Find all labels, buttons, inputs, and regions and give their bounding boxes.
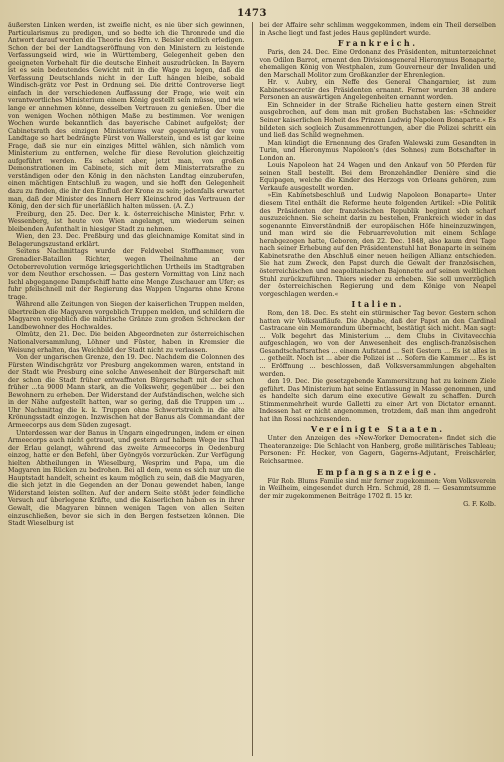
page-number: 1473 xyxy=(237,8,267,19)
article-paragraph: den 19. Dec. Die gesetzgebende Kammersitzung hat zu keinem Ziele geführt. Das Ministerium hat seine Entlassung in Masse genommen, und es handelte sich darum eine executive Gewalt zu schaffen. Durch Stimmenmehrheit wurde Galletti zu einer Art von Dictator ernannt. Indessen hat er nicht angenommen, trotzdem, daß man ihm angedroht hat ihn Rossi nachzusenden. xyxy=(259,378,496,423)
article-paragraph: Seitens Nachmittags wurde der Feldwebel Stoffhammer, vom Grenadier-Bataillon Richter, wegen Theilnahme an der Octoberrevolution vermöge kriegsgerichtlichen Urtheils im Stadtgraben vor dem Neuthor erschossen. — Das gestern Vormittag von Linz nach Ischl abgegangene Dampfschiff hatte eine Menge Zuschauer am Ufer; es fuhr pfeilschnell mit der Regierung das Wappen Ungarns ohne Krone trage. xyxy=(8,248,245,301)
article-olmuetz: Olmütz, den 21. Dec. Die beiden Abgeordneten zur österreichischen Nationalversammlung, Löhner und Füster, haben in Kremsier die Weisung erhalten, das Weichbild der Stadt nicht zu verlassen. xyxy=(8,331,245,354)
article-paragraph: Unterdessen war der Banus in Ungarn eingedrungen, indem er einen Armeecorps auch nicht getrauet, und gestern auf halbem Wege ins Thal der Erlau gelangt, während das zweite Armeecorps in Oedenburg einzog, hatte er den Befehl, über Gyöngyös vorzurücken. Zur Verfügung hielten Abtheilungen in Wieselburg, Wesprim und Papa, um die Magyaren im Rücken zu bedrohen. Bei all dem, wenn es sich nur um die Hauptstadt handelt, scheint es kaum möglich zu sein, daß die Magyaren, die sich jetzt in die Gegenden an der Donau gewendet haben, lange Widerstand leisten sollten. Auf der andern Seite stößt jeder feindliche Versuch auf überlegene Kräfte, und die Kaiserlichen haben es in ihrer Gewalt, die Magyaren binnen wenigen Tagen von allen Seiten einzuschließen, bevor sie sich in den Bergen festsetzen können. Die Stadt Wieselburg ist xyxy=(8,429,245,528)
article-paragraph: Für Rob. Blums Familie sind mir ferner zugekommen: Vom Volksverein in Weilheim, eingesendet durch Hrn. Schmid, 28 fl. — Gesammtsumme der mir zugekommenen Beiträge 1702 fl. 15 kr. xyxy=(259,477,496,500)
article-paragraph: Während alle Zeitungen von Siegen der kaiserlichen Truppen melden, übertreiben die Magyaren vorgeblich Truppen melden, und schildern die Magyaren vorgeblich die mährische Gränze zum großen Schrecken der Landbewohner des Hochwaldes. xyxy=(8,301,245,331)
article-paragraph: Louis Napoleon hat 24 Wagen und den Ankauf von 50 Pferden für seinen Stall bestellt. Bei dem Bronzehändler Denière sind die Equipagen, welche die Kinder des Herzogs von Orleans gehören, zum Verkaufe ausgestellt worden. xyxy=(259,162,496,192)
article-paragraph: bei der Affaire sehr schlimm weggekommen, indem ein Theil derselben in Asche liegt und fast jedes Haus geplündert wurde. xyxy=(259,22,496,37)
columns xyxy=(8,22,496,760)
section-title-frankreich: Frankreich. xyxy=(337,38,418,49)
right-column xyxy=(252,22,496,760)
article-paragraph: äußersten Linken werden, ist zweifle nicht, es nie über sich gewinnen, Particularismus zu predigen, und so bedte ich die Thronrede und die Antwort darauf werden die Theorie des Hrn. v. Beisler endlich erledigen. Schon der bei der Landtagseröffnung von den Ministern zu leistende Verfassungseid wird, wie in Württemberg, Gelegenheit geben den geeigneten Vorbehalt für die deutsche Einheit auszudrücken. In Bayern ist es sein bedeutendes Gewicht mit in die Wage zu legen, daß die Verfassung Deutschlands nicht in der Luft hängen bleibe, sobald Windisch-grätz vor Pest in Ordnung sei. Die dritte Controverse liegt einfach in der verschiedenen Auffassung der Frage, wie weit ein verantwortliches Ministerium einem König gestellt sein müsse, und wie lange er annehmen könne, desselben Vertrauen zu genießen. Über die von wenigen Wochen nöthigen Maße zu bestimmen. Vor wenigen Wochen wurde bekanntlich das bayerische Cabinet aufgelöst; der Cabinetsrath des einzigen Ministeriums war gegenwärtig der vom Landtage so hart bedrängte Fürst von Wallerstein, und es ist gar keine Frage, daß sie nur ein einziges Mittel wählen, sich nämlich vom Ministerium zu entfernen, welche für diese Revolution gleichzeitig aufgeführt werden. Es scheint aber, jetzt man, von großen Demonstrationen im Cabinete, sich mit dem Ministerratsrathe zu verständigen oder den König in den nächsten Landtag einzuberufen, einen mächtigen Entschluß zu wagen, und sie hofft den Gelegenheit dazu zu finden, die ihr den Einfluß der Krone zu sein; jedenfalls erwartet man, daß der Minister des Innern Herr Kleinschrod das Vertrauen der König, den der sich für unerläßlich halten müssen. (A. Z.) xyxy=(8,22,245,211)
section-title-empfangsanzeige: Empfangsanzeige. xyxy=(316,466,439,477)
article-wien: Wien, den 23. Dec. Preßburg und das gleichnamige Komitat sind in Belagerungszustand erklärt. xyxy=(8,233,245,248)
article-paragraph: Unter den Anzeigen des »New-Yorker Democraten« findet sich die Theateranzeige: Die Schlacht von Hanberg, große militärisches Tableau; Personen: Fr. Hecker, von Gagern, Gagerns-Adjutant, Freischärler, Reichsarmee. xyxy=(259,435,496,465)
article-paris: Paris, den 24. Dec. Eine Ordonanz des Präsidenten, mitunterzeichnet von Odilon Barrot, ernennt den Divisionsgeneral Hieronymus Bonaparte, ehemaligen König von Westphalen, zum Gouverneur der Invaliden und den Marschall Molitor zum Großkanzler der Ehrenlegion. xyxy=(259,49,496,79)
section-title-italien: Italien. xyxy=(351,299,404,310)
article-ungarische-grenze: Von der ungarischen Grenze, den 19. Dec. Nachdem die Colonnen des Fürsten Windischgrätz vor Presburg angekommen waren, entstand in der Stadt wie Presburg eine solche Anwesenheit der Bürgerschaft mit der schon die Stadt früher entwaffneten Bürgerschaft mit der schon früher ...ta 9000 Mann stark, an die Volkswehr, gegenüber ... bei den Bewohnern zu erheben. Der Widerstand der Aufständischen, welche sich in der Nähe aufgestellt hatten, war so gering, daß die Truppen um ... Uhr Nachmittag die k. k. Truppen ohne Schwertstreich in die alte Krönungsstadt einzogen. Inzwischen hat der Banus als Commandant der Armeecorps aus dem Süden zugesagt. xyxy=(8,354,245,429)
left-column xyxy=(8,22,252,760)
article-paragraph: Man kündigt die Ernennung des Grafen Walewski zum Gesandten in Turin, und Hieronymus Napoleon's (des Sohnes) zum Botschafter in London an. xyxy=(259,139,496,162)
article-paragraph: Ein Schneider in der Straße Richelieu hatte gestern einen Streit ausgebrochen, auf dem man mit großen Buchstaben las: »Schneider Seiner kaiserlichen Hoheit des Prinzen Ludwig Napoleon Bonaparte.« Es bildeten sich sogleich Zusammenrottungen, aber die Polizei schritt ein und ließ das Schild wegnehmen. xyxy=(259,101,496,140)
article-paragraph: »Ein Kabinetsbeschluß und Ludwig Napoleon Bonaparte« Unter diesem Titel enthält die Reforme heute folgenden Artikel: »Die Politik des Präsidenten der französischen Republik beginnt sich scharf auszuzeichnen. Sie scheint darin zu bestehen, Frankreich wieder in das sogenannte Einverständniß der europäischen Höfe hineinzuzwingen, und man wird sie die Februarrevolution mit einem Schlage herabgezogen hatte, Geboren, den 22. Dec. 1848, also kaum drei Tage nach seiner Erhebung auf den Präsidentenstuhl hat Bonaparte in seinem Kabinetsrathe den Abschluß einer neuen heiligen Allianz entschieden. Sie hat zum Zweck, den Papst durch die Gewalt der französischen, österreichischen und neapolitanischen Bajonnette auf seinen weltlichen Stuhl zurückzuführen. Thiers wieder zu erheben. Sie soll unverzüglich der österreichischen Regierung und dem Könige von Neapel vorgeschlagen werden.« xyxy=(259,192,496,298)
section-title-vereinigte-staaten: Vereinigte Staaten. xyxy=(310,424,445,435)
article-rom: Rom, den 18. Dec. Es steht ein stürmischer Tag bevor. Gestern schon hatten wir Volksaufläufe. Die Abgabe, daß der Papst an den Cardinal Castracane ein Memorandum übermacht, bestätigt sich nicht. Man sagt: ... Volk begehrt das Ministerium ... dem Clubs in Civitavecchia aufgeschlagen, wo von der Anwesenheit des englisch-französischen Gesandtschaftsrathes ... einem Aufstand ... Seit Gestern ... Es ist alles in ... getheilt. Noch ist ... aber die Polizei ist ... Sofern die Kammer ... Es ist ... Eröffnung ... beschlossen, daß Volksversammlungen abgehalten werden. xyxy=(259,310,496,378)
article-freiburg: Freiburg, den 25. Dec. Der k. k. österreichische Minister, Frhr. v. Wessenberg, ist heute von Wien angelangt, um wiederum seinen bleibenden Aufenthalt in hiesiger Stadt zu nehmen. xyxy=(8,210,245,233)
article-paragraph: Hr. v. Aubry, ein Neffe des General Changarnier, ist zum Kabinetssecretär des Präsidenten ernannt. Ferner wurden 38 andere Personen an auswärtigen Angelegenheiten ernannt worden. xyxy=(259,79,496,102)
signature: G. F. Kolb. xyxy=(463,501,496,509)
